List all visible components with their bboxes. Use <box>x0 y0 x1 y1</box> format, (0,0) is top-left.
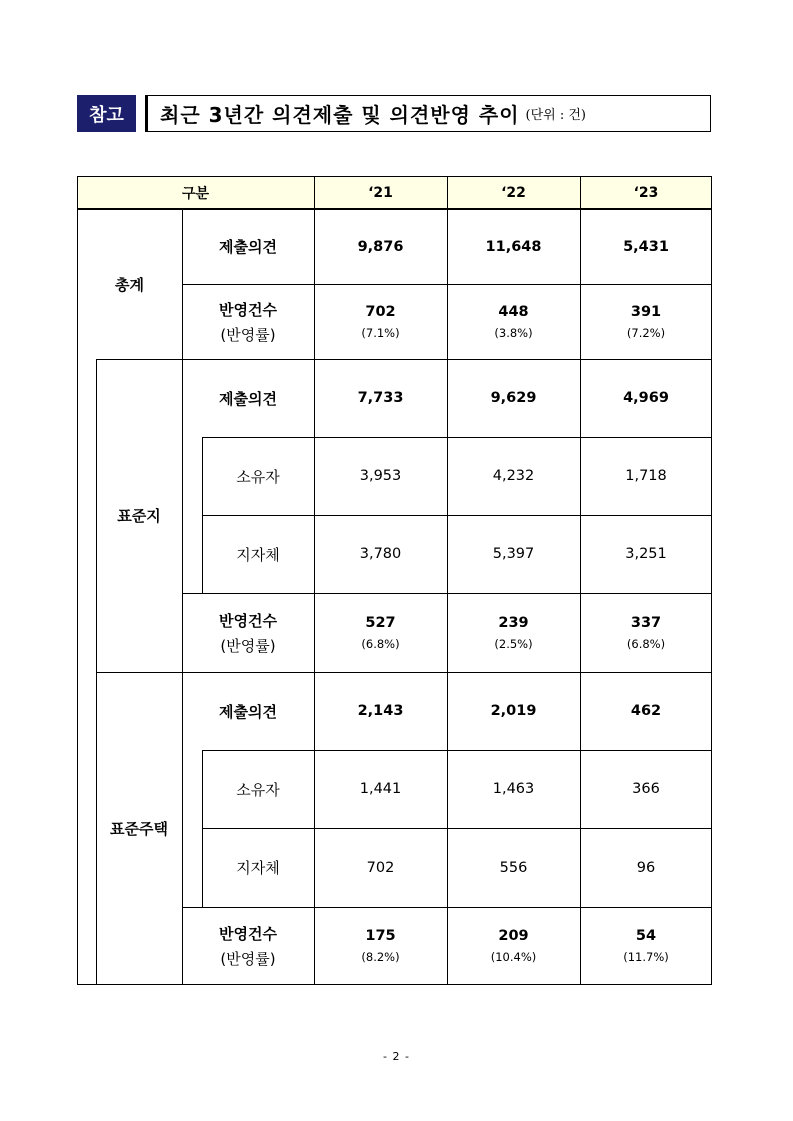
table-border <box>711 176 712 985</box>
table-cell: 3,953 <box>359 468 402 484</box>
row-divider <box>202 515 712 516</box>
group-standard-house: 표준주택 <box>110 820 168 838</box>
row-label-reflected <box>182 284 314 359</box>
row-divider <box>182 593 712 594</box>
reflected-rate: (6.8%) <box>626 636 666 651</box>
rate-label: (반영률) <box>220 325 276 344</box>
row-label-submitted: 제출의견 <box>219 702 277 721</box>
table-cell: 5,397 <box>492 546 535 562</box>
header-divider <box>77 208 712 210</box>
row-divider <box>182 907 712 908</box>
reflected-rate: (7.1%) <box>361 325 400 340</box>
table-cell: 3,251 <box>625 546 667 562</box>
unit-note: (단위 : 건) <box>525 108 586 123</box>
reflected-count: 175 <box>365 928 396 944</box>
row-label-owner: 소유자 <box>236 467 280 486</box>
table-cell <box>447 593 580 672</box>
column-divider <box>314 176 315 985</box>
header-2022: ‘22 <box>447 176 580 209</box>
reflected-count: 54 <box>635 928 657 944</box>
row-divider <box>182 284 712 285</box>
page-number: - 2 - <box>383 1050 410 1063</box>
row-divider <box>202 750 712 751</box>
reflected-count: 239 <box>498 614 529 631</box>
reflected-rate: (10.4%) <box>490 950 537 964</box>
table-cell: 4,969 <box>623 390 669 406</box>
table-cell <box>314 593 447 672</box>
table-cell <box>447 907 580 985</box>
reflected-rate: (11.7%) <box>623 950 669 964</box>
table-cell: 556 <box>499 859 528 876</box>
row-label-reflected <box>182 907 314 985</box>
reflected-count: 337 <box>630 614 662 631</box>
table-cell: 11,648 <box>485 238 542 255</box>
reflected-count: 527 <box>365 614 396 631</box>
table-border <box>77 176 712 177</box>
table-cell <box>580 284 712 359</box>
table-border <box>77 176 78 985</box>
header-2023: ‘23 <box>580 176 712 209</box>
column-divider <box>580 176 581 985</box>
group-total: 총계 <box>115 275 144 294</box>
table-cell: 96 <box>636 859 656 876</box>
page-title: 최근 3년간 의견제출 및 의견반영 추이 <box>160 103 520 127</box>
table-cell: 9,876 <box>357 238 404 255</box>
table-cell: 2,019 <box>490 703 537 719</box>
table-cell: 1,441 <box>359 781 402 797</box>
header-category: 구분 <box>77 176 314 209</box>
table-cell: 3,780 <box>359 546 402 562</box>
reflected-count: 209 <box>498 928 529 944</box>
table-border <box>77 984 712 985</box>
table-cell: 462 <box>630 703 662 719</box>
table-cell: 4,232 <box>492 468 535 484</box>
row-label-reflected <box>182 593 314 672</box>
title-row <box>77 95 711 132</box>
reflected-label: 반영건수 <box>219 925 277 943</box>
reference-badge: 참고 <box>77 95 136 132</box>
row-label-submitted: 제출의견 <box>219 389 277 408</box>
opinion-table <box>77 176 712 985</box>
column-divider <box>447 176 448 985</box>
table-cell <box>447 284 580 359</box>
reflected-count: 702 <box>365 303 396 320</box>
table-cell: 7,733 <box>357 390 404 406</box>
table-cell <box>314 284 447 359</box>
row-divider <box>96 672 712 673</box>
row-divider <box>202 437 712 438</box>
table-cell: 9,629 <box>490 390 537 406</box>
reflected-rate: (6.8%) <box>361 636 400 651</box>
row-divider <box>202 828 712 829</box>
reflected-label: 반영건수 <box>219 611 277 630</box>
group-standard-land: 표준지 <box>117 507 161 525</box>
rate-label: (반영률) <box>220 950 276 968</box>
rate-label: (반영률) <box>220 636 276 655</box>
table-cell <box>580 907 712 985</box>
title-box <box>145 95 711 132</box>
table-cell: 702 <box>366 859 395 876</box>
reflected-label: 반영건수 <box>219 300 277 319</box>
table-cell <box>580 593 712 672</box>
table-cell <box>314 907 447 985</box>
row-divider <box>96 359 712 360</box>
table-cell: 2,143 <box>357 703 404 719</box>
reflected-rate: (3.8%) <box>494 325 533 340</box>
row-label-local-gov: 지자체 <box>236 859 280 877</box>
reflected-count: 391 <box>630 303 662 320</box>
table-cell: 1,718 <box>625 468 667 484</box>
reflected-rate: (7.2%) <box>626 325 666 340</box>
table-cell: 1,463 <box>492 781 535 797</box>
reflected-rate: (8.2%) <box>361 950 400 964</box>
row-label-submitted: 제출의견 <box>219 238 277 256</box>
reflected-count: 448 <box>498 303 529 320</box>
reflected-rate: (2.5%) <box>494 636 533 651</box>
table-cell: 366 <box>632 781 660 797</box>
column-divider <box>182 209 183 985</box>
row-label-local-gov: 지자체 <box>236 545 280 564</box>
header-2021: ‘21 <box>314 176 447 209</box>
row-label-owner: 소유자 <box>236 780 280 799</box>
table-cell: 5,431 <box>623 238 669 255</box>
